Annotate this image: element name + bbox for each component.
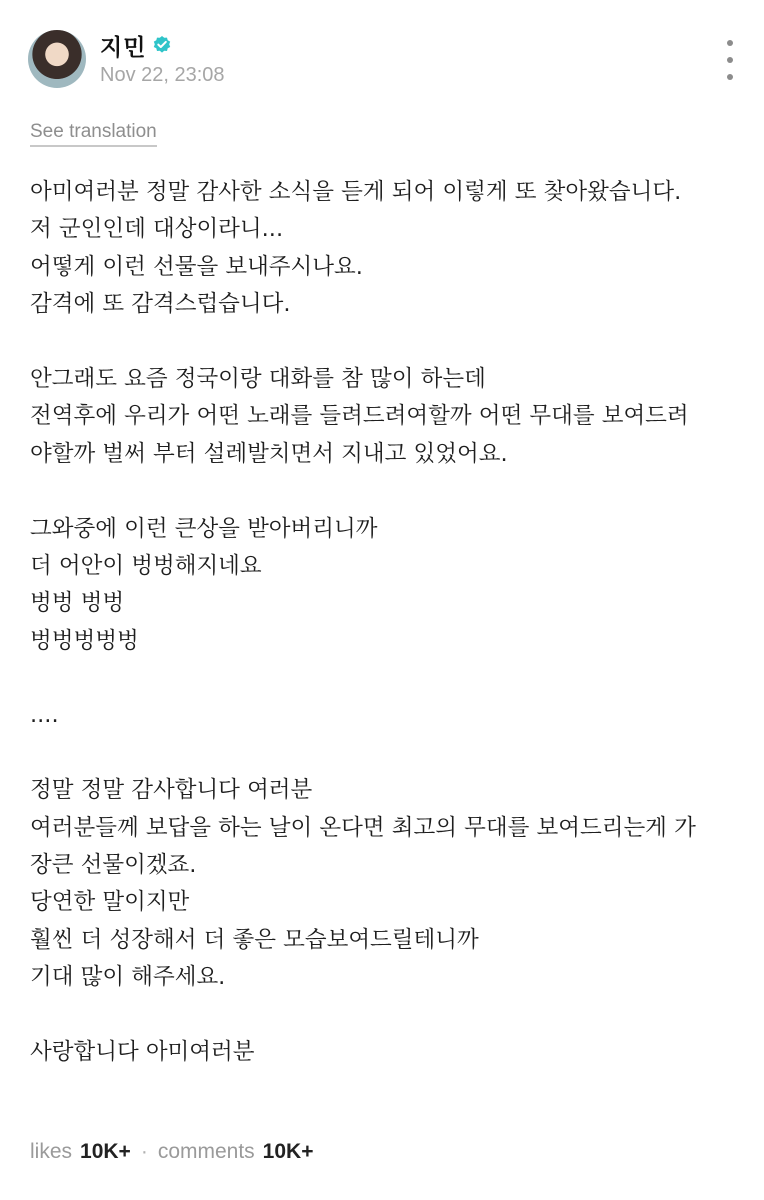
post-body-line: 아미여러분 정말 감사한 소식을 듣게 되어 이렇게 또 찾아왔습니다. (30, 179, 682, 205)
comments-label[interactable]: comments (157, 1140, 255, 1163)
post-body-line: 더 어안이 벙벙해지네요 (30, 552, 262, 579)
post-body-line: 전역후에 우리가 어떤 노래를 들려드려여할까 어떤 무대를 보여드려 (30, 403, 689, 430)
post-body-line: 훨씬 더 성장해서 더 좋은 모습보여드릴테니까 (30, 926, 479, 953)
author-row (100, 30, 172, 60)
post-body-line: 저 군인인데 대상이라니... (30, 216, 284, 243)
post-body-line: 야할까 벌써 부터 설레발치면서 지내고 있었어요. (30, 440, 508, 467)
post-body-line: 당연한 말이지만 (30, 889, 190, 916)
post-body-line: 벙벙 벙벙 (30, 590, 125, 617)
post-body-line: 안그래도 요즘 정국이랑 대화를 참 많이 하는데 (30, 365, 486, 392)
post-body-line: 감격에 또 감격스럽습니다. (30, 291, 291, 318)
more-vertical-icon[interactable] (720, 40, 740, 80)
post-body-line: 어떻게 이런 선물을 보내주시나요. (30, 253, 363, 280)
stats-separator: · (140, 1140, 148, 1163)
post-body-line (30, 997, 742, 1034)
post-body-line (30, 473, 742, 510)
likes-label[interactable]: likes (30, 1140, 73, 1163)
post-timestamp: Nov 22, 23:08 (100, 64, 225, 86)
post-header (28, 30, 740, 90)
avatar[interactable] (28, 30, 86, 88)
comments-count: 10K+ (262, 1140, 314, 1163)
post-body-line (30, 324, 742, 361)
post-body-line: 정말 정말 감사합니다 여러분 (30, 777, 313, 804)
post-body-line: 벙벙벙벙벙 (30, 627, 139, 654)
author-name[interactable]: 지민 (100, 34, 147, 61)
post-body-line: .... (30, 702, 59, 729)
post-body-line: 그와중에 이런 큰상을 받아버리니까 (30, 515, 378, 542)
post-body (30, 174, 742, 1071)
post-body-line: 기대 많이 해주세요. (30, 964, 226, 991)
see-translation-link[interactable]: See translation (30, 121, 157, 147)
post-body-line: 여러분들께 보답을 하는 날이 온다면 최고의 무대를 보여드리는게 가 (30, 814, 696, 841)
verified-badge-icon (152, 35, 172, 55)
post-body-line (30, 660, 742, 697)
post-body-line: 장큰 선물이겠죠. (30, 852, 197, 879)
likes-count: 10K+ (80, 1140, 131, 1163)
post-body-line (30, 735, 742, 772)
post-stats (30, 1140, 313, 1164)
post-body-line: 사랑합니다 아미여러분 (30, 1038, 255, 1065)
